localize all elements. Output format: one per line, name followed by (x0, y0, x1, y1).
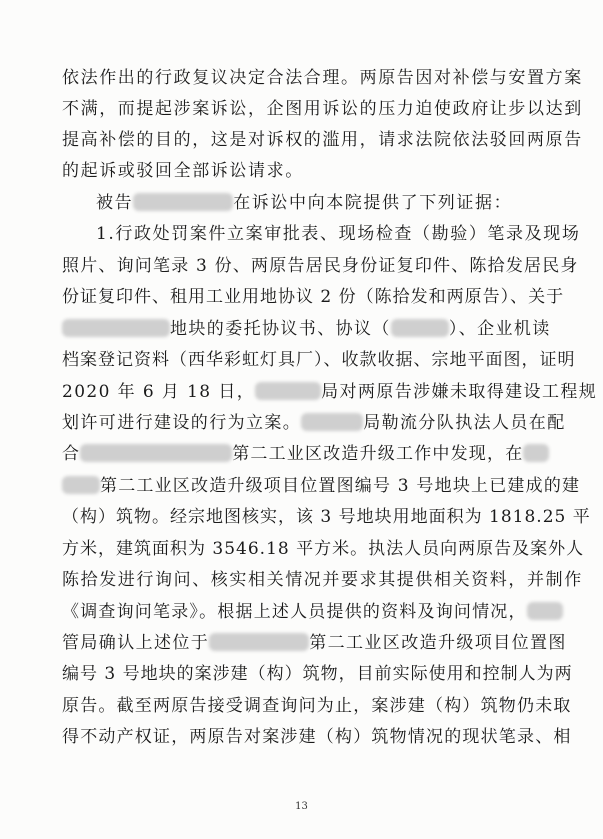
text-line (96, 188, 512, 218)
text-line (62, 251, 579, 281)
line-text: 方米，建筑面积为 3546.18 平方米。执法人员向两原告及案外人 (62, 539, 585, 559)
redaction-mark (133, 193, 233, 211)
text-line (62, 659, 573, 689)
redaction-mark (255, 382, 321, 400)
line-text: 《调查询问笔录》。根据上述人员提供的资料及询问情况， (62, 602, 527, 622)
line-text: 的起诉或驳回全部诉讼请求。 (62, 161, 304, 181)
text-line (62, 471, 580, 501)
text-line (62, 722, 572, 752)
text-line (62, 314, 551, 344)
line-text: 第二工业区改造升级工作中发现，在 (232, 444, 524, 464)
text-line (62, 628, 567, 658)
page-number: 13 (295, 801, 308, 812)
text-line (62, 534, 584, 564)
line-text: 原告。截至两原告接受调查询问为止，案涉建（构）筑物仍未取 (62, 696, 572, 716)
text-line (62, 94, 583, 124)
line-text: 管局确认上述位于 (62, 633, 210, 653)
text-line (62, 502, 591, 532)
line-text: 依法作出的行政复议决定合法合理。两原告因对补偿与安置方案 (62, 68, 583, 88)
line-text: 档案登记资料（西华彩虹灯具厂）、收款收据、宗地平面图，证明 (62, 350, 576, 370)
line-text: 不满，而提起涉案诉讼，企图用诉讼的压力迫使政府让步以达到 (62, 99, 583, 119)
line-text: 1.行政处罚案件立案审批表、现场检查（勘验）笔录及现场 (96, 224, 581, 244)
line-text: （构）筑物。经宗地图核实，该 3 号地块用地面积为 1818.25 平 (62, 507, 591, 527)
line-text: 局对两原告涉嫌未取得建设工程规 (321, 382, 598, 402)
line-text: 第二工业区改造升级项目位置图 (309, 633, 567, 653)
line-text: 地块的委托协议书、协议（ (170, 319, 391, 339)
text-line (96, 219, 580, 249)
text-line (62, 156, 304, 186)
line-text: 照片、询问笔录 3 份、两原告居民身份证复印件、陈拾发居民身 (62, 256, 579, 276)
text-line (62, 565, 583, 595)
line-text: 合 (62, 444, 81, 464)
text-line (62, 63, 583, 93)
line-text: 局勒流分队执法人员在配 (363, 413, 566, 433)
text-line (62, 377, 597, 407)
redaction-mark (527, 602, 563, 620)
redaction-mark (80, 444, 232, 462)
text-line (62, 408, 566, 438)
text-line (62, 691, 572, 721)
redaction-mark (62, 476, 100, 494)
redaction-mark (391, 319, 449, 337)
redaction-mark (301, 413, 363, 431)
line-text: 份证复印件、租用工业用地协议 2 份（陈拾发和两原告）、关于 (62, 287, 565, 307)
line-text: 陈拾发进行询问、核实相关情况并要求其提供相关资料，并制作 (62, 570, 583, 590)
line-text: 得不动产权证，两原告对案涉建（构）筑物情况的现状笔录、相 (62, 727, 572, 747)
text-line (62, 345, 576, 375)
line-text: 编号 3 号地块的案涉建（构）筑物，目前实际使用和控制人为两 (62, 664, 573, 684)
text-line (62, 125, 583, 155)
text-line (62, 282, 564, 312)
line-text: 2020 年 6 月 18 日， (62, 382, 256, 402)
text-line (62, 439, 549, 469)
line-text: ）、企业机读 (448, 319, 551, 339)
redaction-mark (62, 319, 170, 337)
line-text: 第二工业区改造升级项目位置图编号 3 号地块上已建成的建 (100, 476, 581, 496)
line-text: 划许可进行建设的行为立案。 (62, 413, 302, 433)
redaction-mark (209, 633, 309, 651)
line-text: 被告 (96, 193, 134, 213)
line-text: 在诉讼中向本院提供了下列证据： (233, 193, 513, 213)
line-text: 提高补偿的目的，这是对诉权的滥用，请求法院依法驳回两原告 (62, 130, 583, 150)
text-line (62, 597, 563, 627)
redaction-mark (523, 444, 549, 462)
